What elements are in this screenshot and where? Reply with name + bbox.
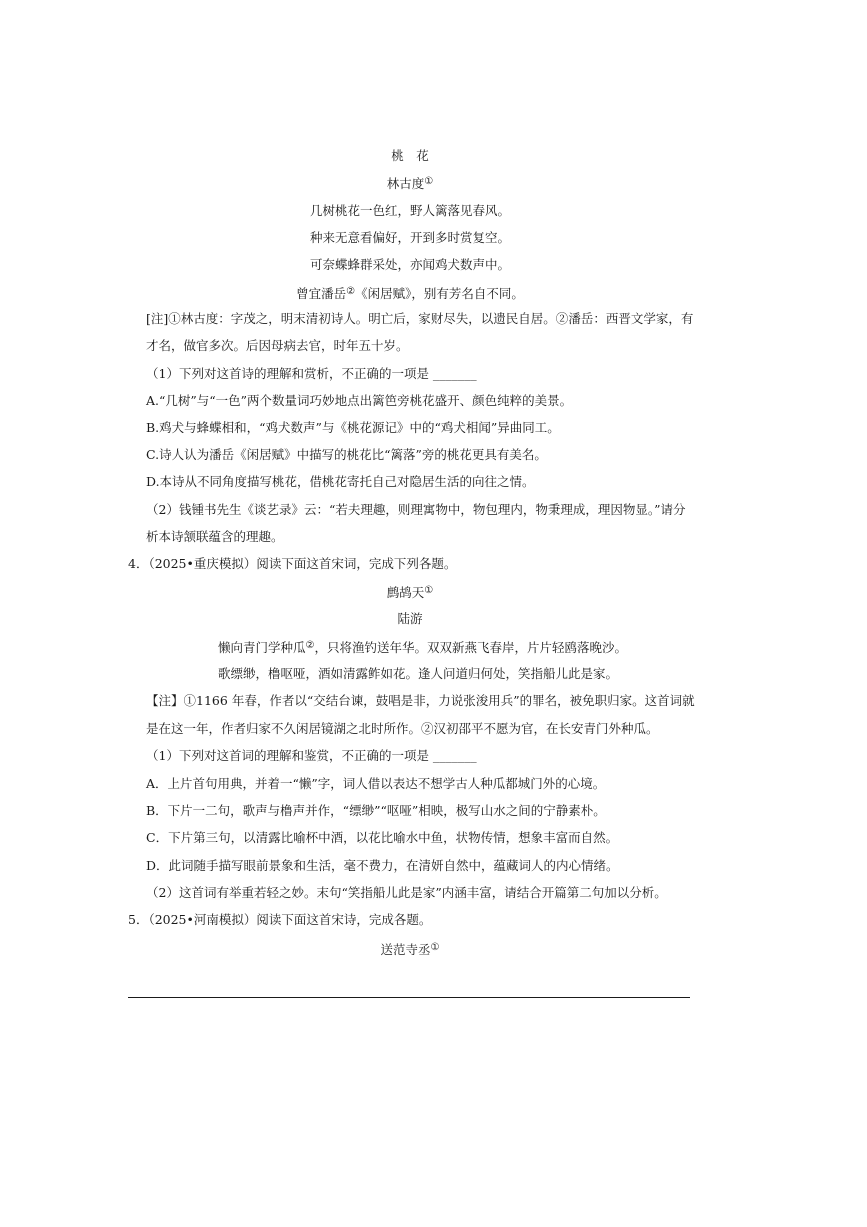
footnote-marker: ① bbox=[430, 942, 440, 953]
answer-option: D.本诗从不同角度描写桃花，借桃花寄托自己对隐居生活的向往之情。 bbox=[146, 474, 535, 489]
question-text: （1）下列对这首诗的理解和赏析，不正确的一项是 _______ bbox=[146, 366, 477, 381]
answer-option: B.鸡犬与蜂蝶相和，“鸡犬数声”与《桃花源记》中的“鸡犬相闻”异曲同工。 bbox=[146, 420, 560, 435]
footnote-marker: ① bbox=[183, 693, 197, 708]
poem-line bbox=[0, 284, 820, 302]
poem-title bbox=[0, 940, 820, 958]
footnote-marker: ① bbox=[424, 585, 434, 596]
answer-option: C.诗人认为潘岳《闲居赋》中描写的桃花比“篱落”旁的桃花更具有美名。 bbox=[146, 447, 547, 462]
page-divider bbox=[128, 997, 690, 998]
poem-line-part: ，只将渔钓送年华。双双新燕飞春岸，片片轻鸥落晚沙。 bbox=[314, 640, 627, 655]
question-text: 析本诗颔联蕴含的理趣。 bbox=[146, 529, 284, 544]
footnote-marker: ① bbox=[168, 311, 181, 326]
answer-option: A．上片首句用典，并着一“懒”字，词人借以表达不想学古人种瓜都城门外的心境。 bbox=[146, 776, 606, 791]
annotation-continued bbox=[146, 721, 659, 737]
answer-option: B．下片一二句，歌声与橹声并作，“缥缈”“呕哑”相映，极写山水之间的宁静素朴。 bbox=[146, 803, 606, 818]
poem-line: 几树桃花一色红，野人篱落见春风。 bbox=[309, 203, 510, 218]
annotation-text: 是在这一年，作者归家不久闲居镜湖之北时所作。 bbox=[146, 721, 422, 736]
footnote-marker: ② bbox=[305, 640, 315, 651]
question-text: （2）钱锺书先生《谈艺录》云：“若夫理趣，则理寓物中，物包理内，物秉理成，理因物显。”请分 bbox=[146, 502, 686, 517]
poem-line: 可奈蝶蜂群采处，亦闻鸡犬数声中。 bbox=[309, 257, 510, 272]
annotation-text: 汉初邵平不愿为官，在长安青门外种瓜。 bbox=[433, 721, 659, 736]
author-name: 林古度 bbox=[386, 176, 425, 191]
question-text: （1）下列对这首词的理解和鉴赏，不正确的一项是 _______ bbox=[146, 748, 477, 763]
answer-option: D．此词随手描写眼前景象和生活，毫不费力，在清妍自然中，蕴藏词人的内心情绪。 bbox=[146, 858, 619, 873]
poem-author bbox=[0, 174, 820, 192]
poem-line: 种来无意看偏好，开到多时赏复空。 bbox=[309, 230, 510, 245]
answer-option: C．下片第三句，以清露比喻杯中酒，以花比喻水中鱼，状物传情，想象丰富而自然。 bbox=[146, 830, 619, 845]
annotation-text: 1166 年春，作者以“交结台谏，鼓唱是非，力说张浚用兵”的罪名，被免职归家。这首词就 bbox=[196, 693, 695, 708]
poem-line-part: 懒向青门学种瓜 bbox=[218, 640, 306, 655]
poem-title bbox=[0, 583, 820, 601]
footnote-marker: ② bbox=[421, 721, 434, 736]
footnote-marker: ② bbox=[346, 286, 356, 297]
annotation bbox=[146, 693, 695, 709]
poem-line bbox=[218, 638, 627, 656]
footnote-marker: ② bbox=[555, 311, 569, 326]
title-text: 送范寺丞 bbox=[380, 942, 431, 957]
answer-option: A.“几树”与“一色”两个数量词巧妙地点出篱笆旁桃花盛开、颜色纯粹的美景。 bbox=[146, 393, 573, 408]
annotation-text: 潘岳：西晋文学家，有 bbox=[568, 311, 694, 326]
question-text: （2）这首词有举重若轻之妙。末句“笑指船儿此是家”内涵丰富，请结合开篇第二句加以分析。 bbox=[146, 885, 667, 900]
annotation-text: 林古度：字茂之，明末清初诗人。明亡后，家财尽失，以遗民自居。 bbox=[180, 311, 556, 326]
question-heading: 5．（2025•河南模拟）阅读下面这首宋诗，完成各题。 bbox=[128, 912, 432, 927]
footnote-marker: ① bbox=[424, 176, 434, 187]
annotation-continued: 才名，做官多次。后因母病去官，时年五十岁。 bbox=[146, 338, 409, 353]
annotation-prefix: 【注】 bbox=[146, 693, 184, 708]
poem-line: 歌缥缈，橹呕哑，酒如清露鲊如花。逢人问道归何处，笑指船儿此是家。 bbox=[218, 666, 619, 681]
annotation bbox=[146, 311, 693, 327]
poem-author: 陆游 bbox=[397, 611, 423, 626]
question-heading: 4．（2025•重庆模拟）阅读下面这首宋词，完成下列各题。 bbox=[128, 556, 457, 571]
annotation-prefix: [注] bbox=[146, 311, 169, 326]
poem-line-part: 曾宜潘岳 bbox=[296, 286, 347, 301]
title-text: 鹧鸪天 bbox=[386, 585, 425, 600]
poem-line-part: 《闲居赋》，别有芳名自不同。 bbox=[355, 286, 524, 301]
poem-title: 桃 花 bbox=[391, 148, 429, 163]
